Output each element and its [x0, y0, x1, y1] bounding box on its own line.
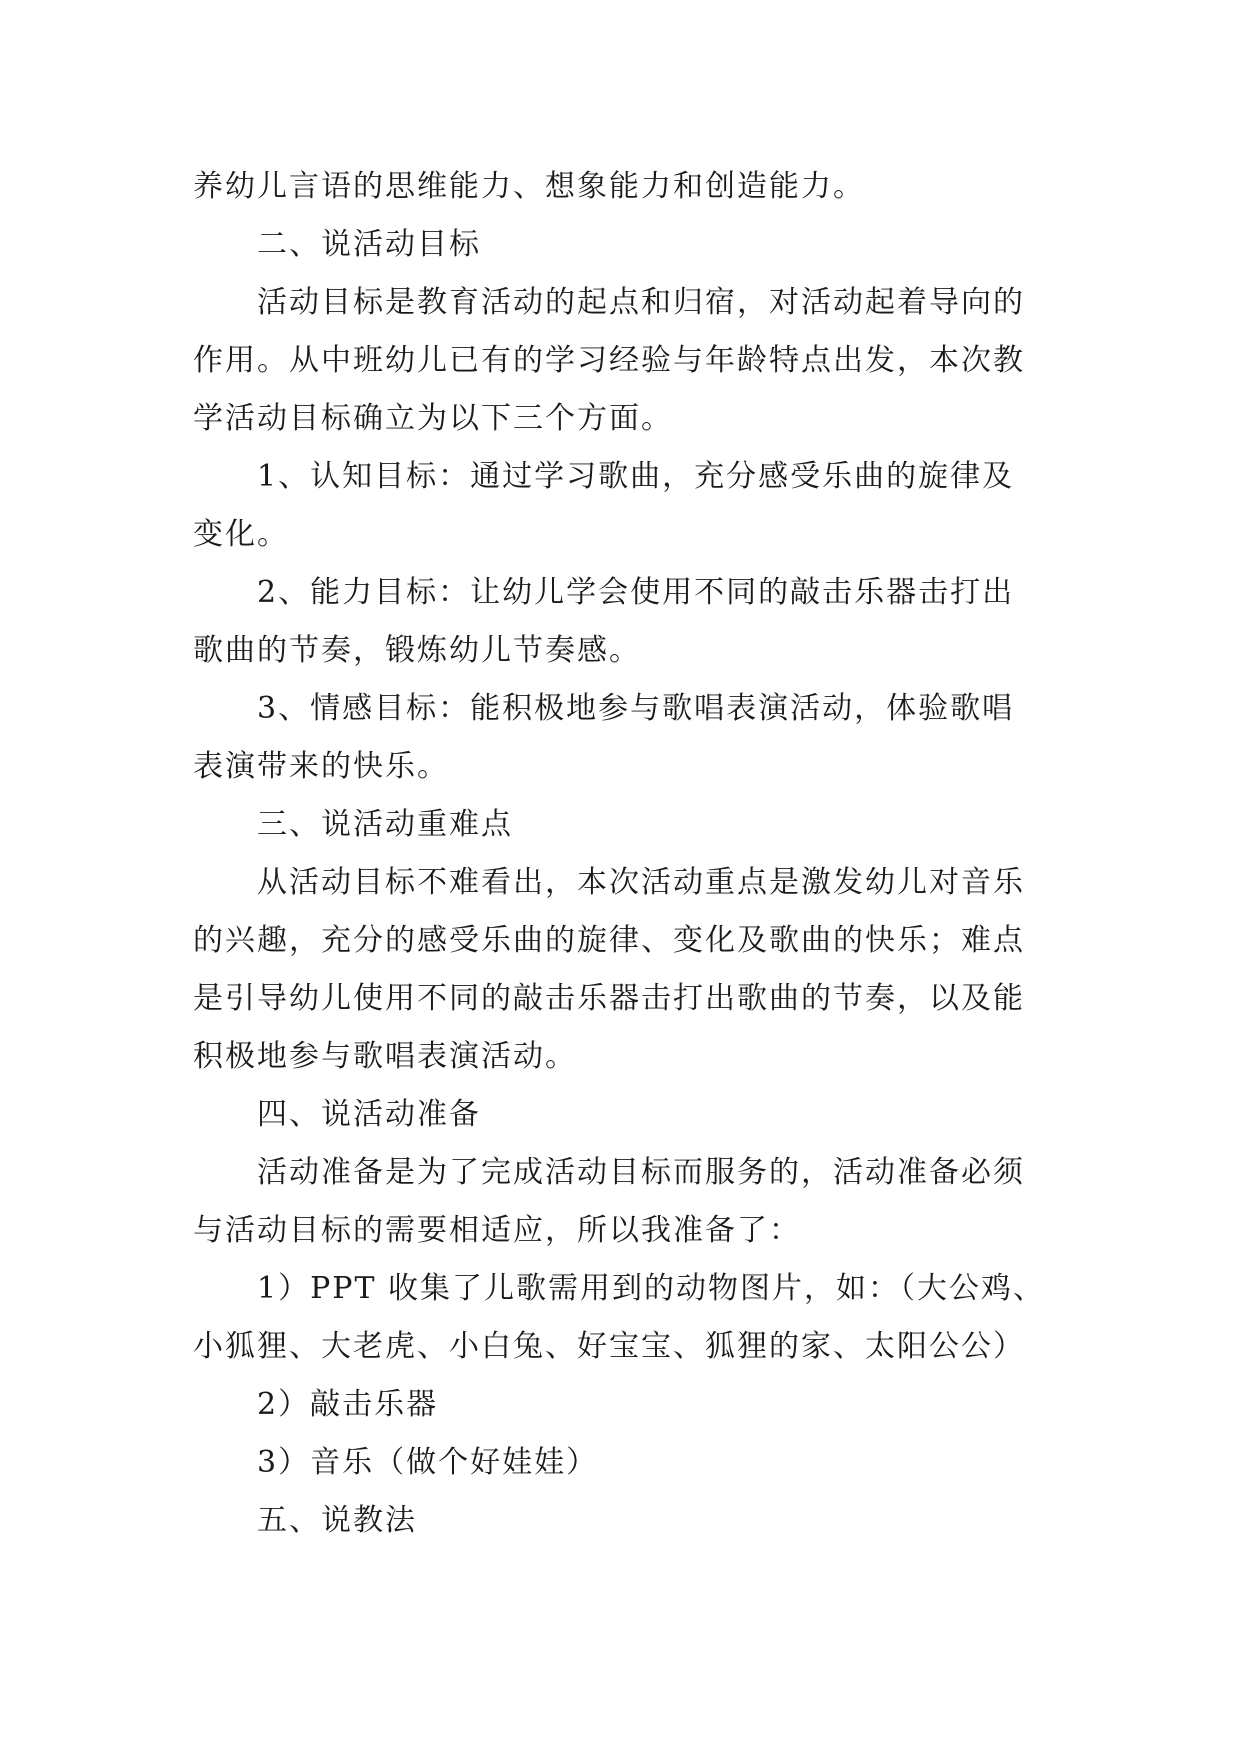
- body-text-line: 养幼儿言语的思维能力、想象能力和创造能力。: [193, 169, 865, 204]
- body-text-line: 从活动目标不难看出，本次活动重点是激发幼儿对音乐: [257, 865, 1025, 900]
- list-item-line: 1、认知目标：通过学习歌曲，充分感受乐曲的旋律及: [257, 459, 1015, 494]
- body-text-line: 歌曲的节奏，锻炼幼儿节奏感。: [193, 633, 641, 668]
- body-text-line: 学活动目标确立为以下三个方面。: [193, 401, 673, 436]
- body-text-line: 活动目标是教育活动的起点和归宿，对活动起着导向的: [257, 285, 1025, 320]
- section-heading: 五、说教法: [257, 1503, 417, 1538]
- list-item-line: 1）PPT 收集了儿歌需用到的动物图片，如：（大公鸡、: [257, 1271, 1046, 1306]
- list-item-line: 2、能力目标：让幼儿学会使用不同的敲击乐器击打出: [257, 575, 1015, 610]
- body-text-line: 作用。从中班幼儿已有的学习经验与年龄特点出发，本次教: [193, 343, 1025, 378]
- body-text-line: 的兴趣，充分的感受乐曲的旋律、变化及歌曲的快乐；难点: [193, 923, 1025, 958]
- document-page: [193, 158, 1053, 1550]
- list-item-line: 3）音乐（做个好娃娃）: [257, 1445, 599, 1480]
- body-text-line: 变化。: [193, 517, 289, 552]
- body-text-line: 表演带来的快乐。: [193, 749, 449, 784]
- body-text-line: 小狐狸、大老虎、小白兔、好宝宝、狐狸的家、太阳公公）: [193, 1329, 1025, 1364]
- section-heading: 四、说活动准备: [257, 1097, 481, 1132]
- list-item-line: 3、情感目标：能积极地参与歌唱表演活动，体验歌唱: [257, 691, 1015, 726]
- section-heading: 三、说活动重难点: [257, 807, 513, 842]
- body-text-line: 积极地参与歌唱表演活动。: [193, 1039, 577, 1074]
- section-heading: 二、说活动目标: [257, 227, 481, 262]
- body-text-line: 是引导幼儿使用不同的敲击乐器击打出歌曲的节奏，以及能: [193, 981, 1025, 1016]
- list-item-line: 2）敲击乐器: [257, 1387, 439, 1422]
- body-text-line: 活动准备是为了完成活动目标而服务的，活动准备必须: [257, 1155, 1025, 1190]
- body-text-line: 与活动目标的需要相适应，所以我准备了：: [193, 1213, 801, 1248]
